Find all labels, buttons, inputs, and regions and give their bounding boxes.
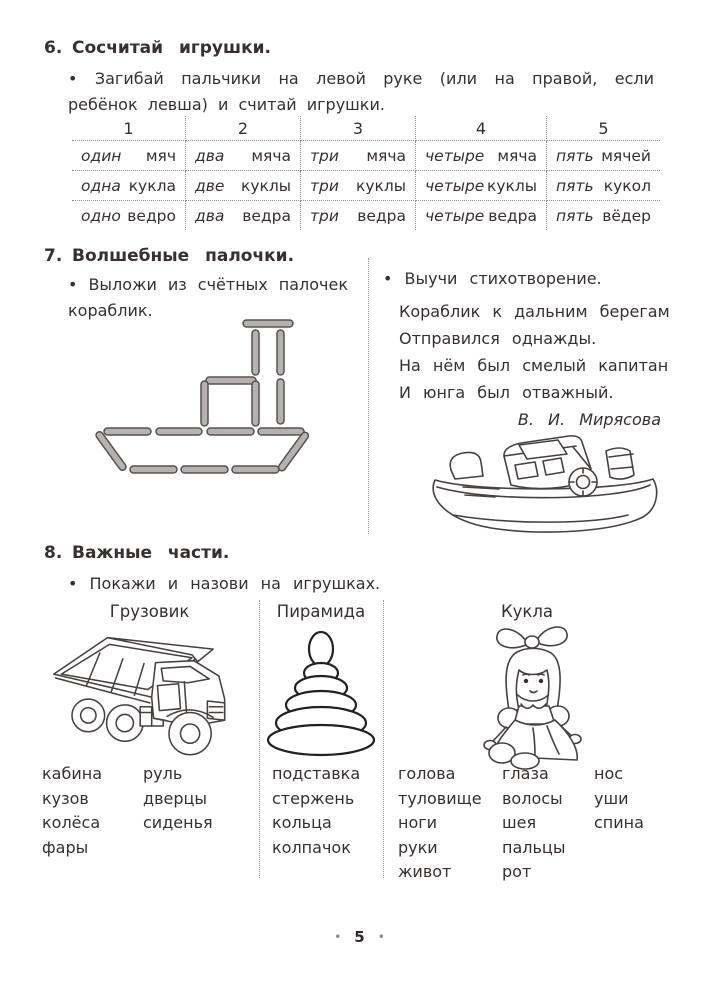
section-7-left-instruction: • Выложи из счётных палочек кораблик. — [68, 275, 348, 320]
page-footer — [0, 928, 719, 946]
toy-label-pyramid: Пирамида — [276, 602, 366, 621]
doll-parts-list-1 — [398, 762, 482, 885]
doll-icon — [473, 620, 598, 770]
table-header: 1 — [72, 116, 186, 141]
list-item: стержень — [272, 788, 355, 808]
list-item: волосы — [502, 788, 563, 808]
table-cell: три мяча — [301, 141, 416, 171]
poem-line: Кораблик к дальним берегам — [399, 302, 670, 321]
table-cell: две куклы — [186, 171, 301, 201]
footer-dot-right: • — [377, 930, 385, 944]
list-item: ноги — [398, 813, 438, 832]
pyramid-illustration — [265, 630, 377, 758]
table-cell: четыре ведра — [416, 201, 547, 230]
doll-illustration — [473, 620, 598, 770]
section-7-number: 7. — [44, 246, 63, 266]
list-item: руль — [143, 764, 183, 783]
poem-line: И юнга был отважный. — [399, 383, 614, 402]
section-8-heading — [44, 543, 229, 563]
section-6-heading — [44, 38, 271, 58]
section-8-title: Важные части. — [72, 543, 230, 563]
list-item: голова — [398, 764, 456, 783]
section-6-title: Сосчитай игрушки. — [72, 38, 271, 58]
list-item: глаза — [502, 764, 549, 783]
section-7-heading — [44, 246, 294, 266]
doll-parts-list-2 — [502, 762, 565, 885]
table-cell: четыре мяча — [416, 141, 547, 171]
list-item: колёса — [42, 813, 101, 832]
list-item: нос — [594, 764, 624, 783]
poem-author: В. И. Мирясова — [517, 410, 661, 429]
table-cell: один мяч — [72, 141, 186, 171]
section-8-divider-2 — [383, 600, 384, 878]
truck-parts-list-2 — [143, 762, 213, 836]
list-item: живот — [398, 862, 452, 881]
list-item: руки — [398, 837, 438, 857]
pyramid-icon — [265, 630, 377, 758]
table-header: 3 — [301, 116, 416, 141]
table-header: 5 — [547, 116, 660, 141]
table-cell: четыре куклы — [416, 171, 547, 201]
table-cell: пять кукол — [547, 171, 660, 201]
table-cell: три ведра — [301, 201, 416, 230]
toy-boat-icon — [423, 425, 668, 538]
list-item: шея — [502, 813, 537, 832]
list-item: туловище — [398, 788, 482, 808]
section-6-number: 6. — [44, 38, 63, 58]
list-item: дверцы — [143, 788, 208, 808]
section-7-right-instruction: • Выучи стихотворение. — [383, 269, 602, 288]
pyramid-parts-list — [272, 762, 360, 860]
truck-parts-list-1 — [42, 762, 102, 860]
section-6-instruction: • Загибай пальчики на левой руке (или на правой, если ребёнок левша) и считай игрушки. — [68, 69, 654, 114]
list-item: колпачок — [272, 837, 351, 857]
list-item: кольца — [272, 813, 332, 832]
toy-boat-illustration — [423, 425, 668, 538]
poem-line: Отправился однажды. — [399, 329, 597, 348]
truck-illustration — [48, 618, 240, 760]
table-header: 2 — [186, 116, 301, 141]
stick-boat-icon — [88, 314, 313, 482]
table-cell: два ведра — [186, 201, 301, 230]
list-item: рот — [502, 862, 532, 881]
table-cell: два мяча — [186, 141, 301, 171]
toy-label-doll: Кукла — [500, 602, 554, 621]
section-7-title: Волшебные палочки. — [72, 246, 295, 266]
list-item: пальцы — [502, 837, 566, 857]
list-item: кузов — [42, 788, 89, 808]
stick-boat-figure — [88, 314, 313, 482]
table-cell: пять мячей — [547, 141, 660, 171]
list-item: спина — [594, 813, 644, 832]
table-cell: пять вёдер — [556, 206, 651, 225]
list-item: сиденья — [143, 813, 213, 832]
list-item: фары — [42, 837, 89, 857]
toy-label-truck: Грузовик — [109, 602, 190, 621]
poem-line: На нём был смелый капитан — [399, 356, 669, 375]
list-item: подставка — [272, 764, 361, 783]
counting-table — [72, 116, 660, 230]
table-cell: три куклы — [301, 171, 416, 201]
poem — [399, 298, 670, 429]
section-8-number: 8. — [44, 543, 63, 563]
table-cell: одно ведро — [72, 201, 186, 230]
section-7-divider — [368, 258, 369, 534]
table-header: 4 — [416, 116, 547, 141]
section-8-instruction: • Покажи и назови на игрушках. — [68, 574, 381, 593]
list-item: кабина — [42, 764, 102, 783]
list-item: уши — [594, 788, 629, 808]
truck-icon — [48, 618, 240, 760]
section-8-divider-1 — [259, 600, 260, 878]
footer-dot-left: • — [334, 930, 342, 944]
doll-parts-list-3 — [594, 762, 644, 836]
table-cell: одна кукла — [72, 171, 186, 201]
page-number: 5 — [354, 928, 365, 946]
